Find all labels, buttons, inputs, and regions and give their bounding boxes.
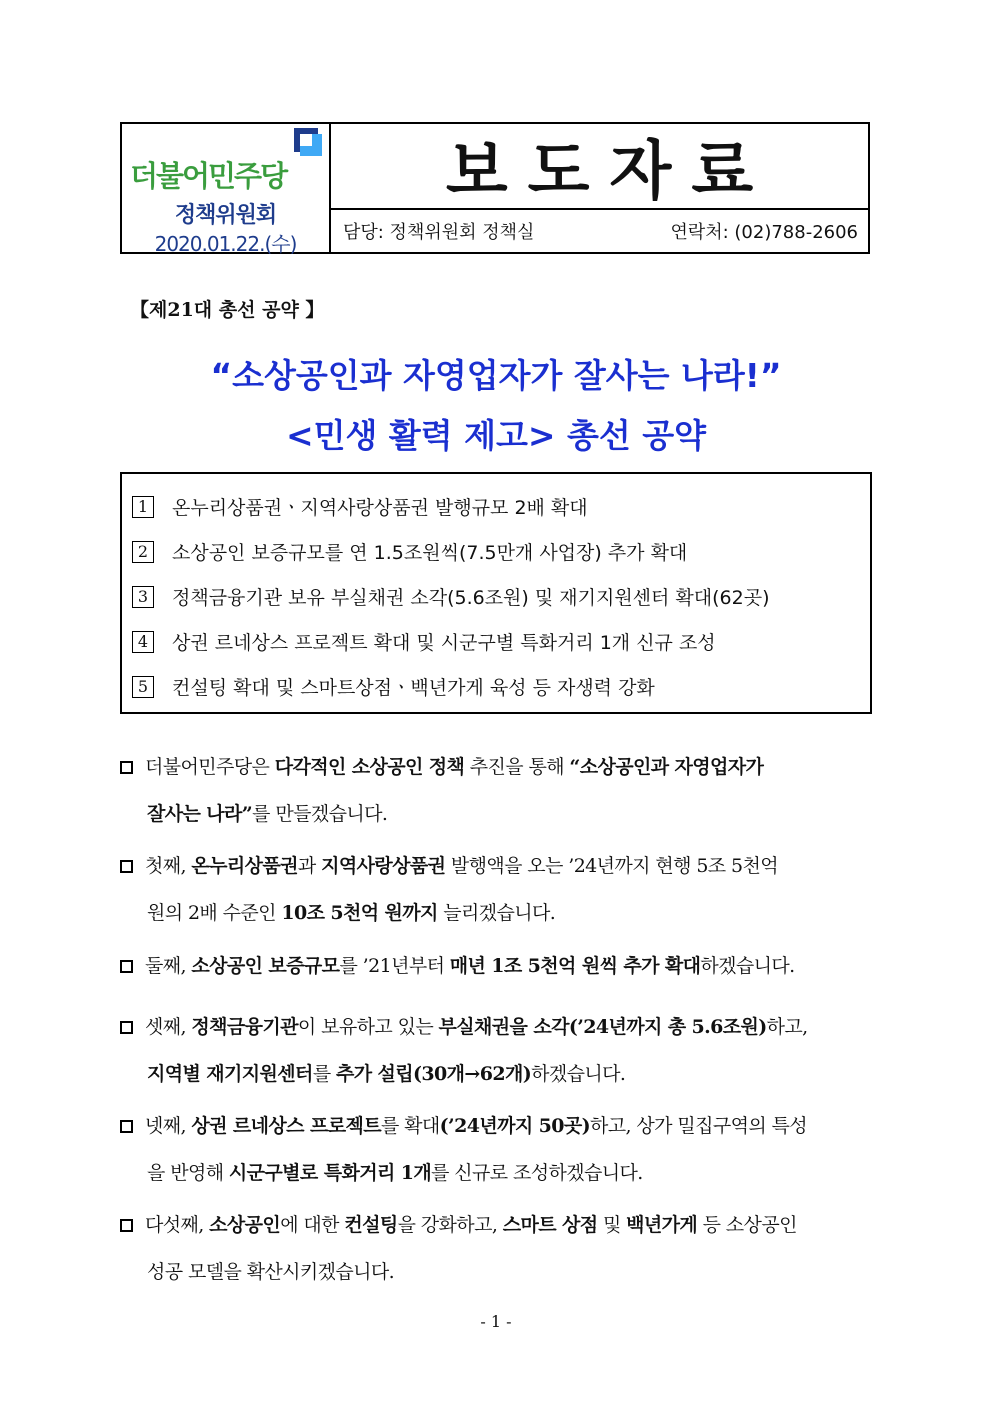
text-run-bold: 부실채권을 소각(’24년까지 총 5.6조원) (438, 1016, 767, 1038)
checkbox-bullet-icon (120, 960, 133, 973)
pledge-number: 1 (132, 496, 154, 518)
pledge-number: 5 (132, 676, 154, 698)
text-run-bold: 소상공인 보증규모 (191, 955, 340, 977)
text-run: 을 반영해 (147, 1162, 229, 1184)
paragraph-second (120, 943, 880, 990)
checkbox-bullet-icon (120, 860, 133, 873)
pledge-text: 컨설팅 확대 및 스마트상점ㆍ백년가게 육성 등 자생력 강화 (172, 677, 655, 699)
title-cell (331, 124, 868, 252)
paragraph-third (120, 1004, 880, 1098)
checkbox-bullet-icon (120, 761, 133, 774)
contact-department: 담당: 정책위원회 정책실 (343, 222, 535, 243)
pledge-number: 3 (132, 586, 154, 608)
text-run: 추진을 통해 (464, 756, 570, 778)
release-date: 2020.01.22.(수) (154, 232, 297, 256)
text-run-bold: 지역별 재기지원센터 (147, 1063, 313, 1085)
text-run: 등 소상공인 (697, 1214, 797, 1236)
text-run-bold: 추가 설립(30개→62개) (336, 1063, 532, 1085)
checkbox-bullet-icon (120, 1021, 133, 1034)
text-run: 에 대한 (280, 1214, 345, 1236)
text-run: 하고, 상가 밀집구역의 특성 (589, 1115, 808, 1137)
pledge-item (122, 664, 870, 709)
text-run: 하겠습니다. (700, 955, 795, 977)
pledge-item (122, 619, 870, 664)
press-header (120, 122, 870, 254)
text-run: 를 ’21년부터 (339, 955, 450, 977)
text-run-bold: 잘사는 나라” (147, 803, 253, 825)
document-title: 보도자료 (331, 124, 868, 210)
text-run: 및 (597, 1214, 627, 1236)
text-run: 다섯째, (145, 1214, 210, 1236)
checkbox-bullet-icon (120, 1120, 133, 1133)
text-run-bold: 컨설팅 (344, 1214, 398, 1236)
text-run-bold: 다각적인 소상공인 정책 (274, 756, 465, 778)
pledge-text: 정책금융기관 보유 부실채권 소각(5.6조원) 및 재기지원센터 확대(62곳) (172, 587, 770, 609)
paragraph-fourth (120, 1103, 880, 1197)
text-run: 를 확대 (380, 1115, 440, 1137)
text-run: 둘째, (145, 955, 192, 977)
contact-phone: 연락처: (02)788-2606 (670, 222, 858, 243)
pledge-summary-box (120, 472, 872, 714)
pledge-text: 소상공인 보증규모를 연 1.5조원씩(7.5만개 사업장) 추가 확대 (172, 542, 688, 564)
election-pledge-tag: 【제21대 총선 공약 】 (130, 299, 325, 321)
text-run: 하고, (766, 1016, 808, 1038)
text-run: 성공 모델을 확산시키겠습니다. (147, 1261, 395, 1283)
contact-row (331, 210, 868, 252)
pledge-number: 4 (132, 631, 154, 653)
pledge-number: 2 (132, 541, 154, 563)
pledge-item (122, 529, 870, 574)
text-run-bold: 정책금융기관 (191, 1016, 298, 1038)
headline-line-2: <민생 활력 제고> 총선 공약 (285, 416, 707, 455)
text-run: 원의 2배 수준인 (147, 902, 282, 924)
party-name: 더불어민주당 (130, 159, 287, 193)
text-run-bold: 지역사랑상품권 (321, 855, 446, 877)
text-run: 하겠습니다. (531, 1063, 626, 1085)
text-run: 을 강화하고, (397, 1214, 503, 1236)
pledge-item (122, 484, 870, 529)
text-run-bold: 매년 1조 5천억 원씩 추가 확대 (449, 955, 701, 977)
pledge-text: 상권 르네상스 프로젝트 확대 및 시군구별 특화거리 1개 신규 조성 (172, 632, 716, 654)
text-run-bold: 10조 5천억 원까지 (281, 902, 438, 924)
page-number: - 1 - (480, 1312, 512, 1331)
pledge-text: 온누리상품권ㆍ지역사랑상품권 발행규모 2배 확대 (172, 497, 588, 519)
text-run: 를 만들겠습니다. (252, 803, 388, 825)
paragraph-intro (120, 744, 880, 838)
text-run: 이 보유하고 있는 (297, 1016, 439, 1038)
committee-name: 정책위원회 (174, 203, 277, 228)
text-run: 과 (297, 855, 322, 877)
text-run-bold: 소상공인 (209, 1214, 281, 1236)
text-run: 를 (312, 1063, 337, 1085)
text-run-bold: 백년가게 (626, 1214, 698, 1236)
headline-line-1: “소상공인과 자영업자가 잘사는 나라!” (210, 356, 782, 395)
text-run: 더불어민주당은 (145, 756, 275, 778)
text-run: 첫째, (145, 855, 192, 877)
text-run: 발행액을 오는 ’24년까지 현행 5조 5천억 (445, 855, 778, 877)
text-run: 넷째, (145, 1115, 192, 1137)
checkbox-bullet-icon (120, 1219, 133, 1232)
text-run-bold: (’24년까지 50곳) (439, 1115, 590, 1137)
paragraph-first (120, 843, 880, 937)
text-run-bold: 시군구별로 특화거리 1개 (228, 1162, 432, 1184)
text-run: 를 신규로 조성하겠습니다. (431, 1162, 643, 1184)
paragraph-fifth (120, 1202, 880, 1296)
text-run: 셋째, (145, 1016, 192, 1038)
pledge-item (122, 574, 870, 619)
text-run-bold: “소상공인과 자영업자가 (569, 756, 764, 778)
text-run-bold: 온누리상품권 (191, 855, 298, 877)
party-logo-icon (292, 126, 324, 158)
text-run-bold: 스마트 상점 (502, 1214, 598, 1236)
text-run-bold: 상권 르네상스 프로젝트 (191, 1115, 381, 1137)
text-run: 늘리겠습니다. (437, 902, 556, 924)
logo-cell (122, 124, 331, 256)
